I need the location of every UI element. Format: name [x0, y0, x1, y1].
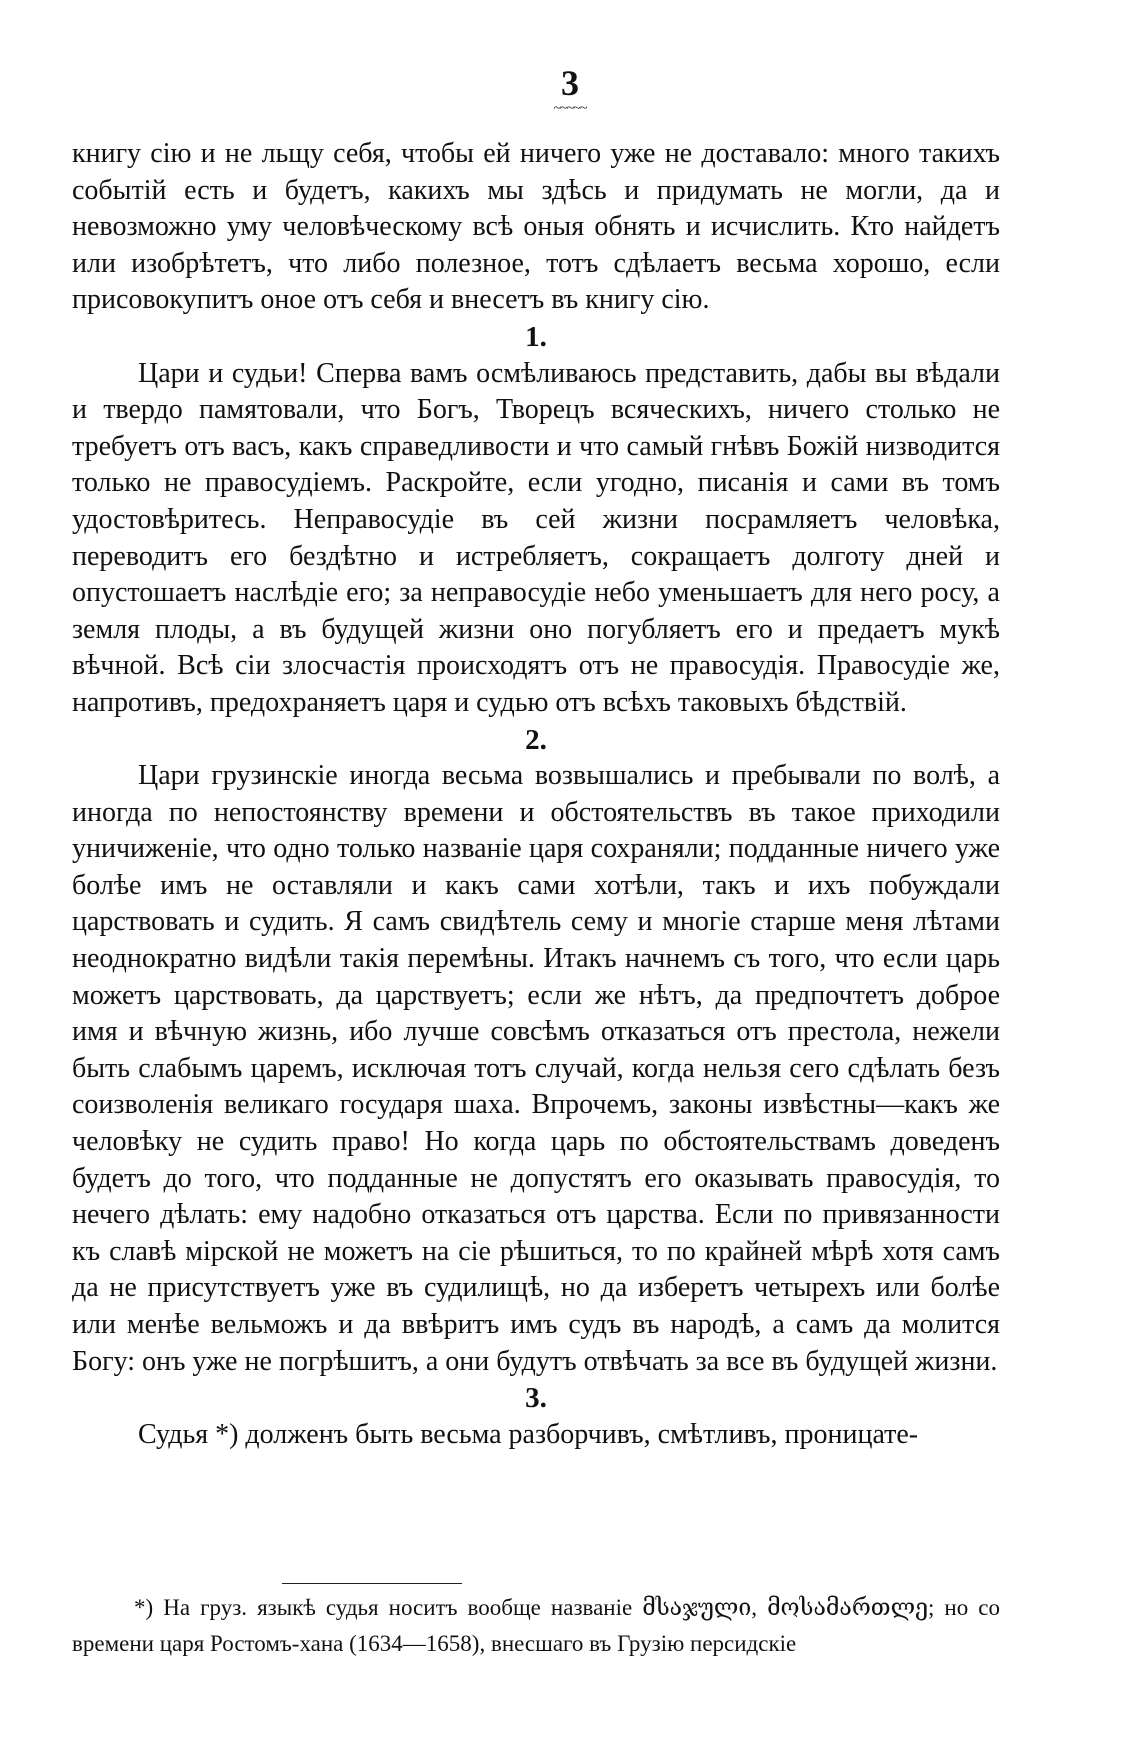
paragraph-intro: книгу сію и не льщу себя, чтобы ей ничего уже не доставало: много такихъ событій есть и будетъ, какихъ мы здѣсь и придумать не могли, да и невозможно уму человѣческому всѣ оныя обнять и исчислить. Кто найдетъ или изобрѣтетъ, что либо полезное, тотъ сдѣлаетъ весьма хорошо, если присовокупитъ оное отъ себя и внесетъ въ книгу сію. [72, 138, 1000, 316]
footnote-text: *) На груз. языкѣ судья носитъ вообще названіе მსაჯული, მოსამართლე; но со времени царя Ростомъ-хана (1634—1658), внесшаго въ Грузію персидскіе [72, 1595, 1000, 1656]
paragraph-section-3: Судья *) долженъ быть весьма разборчивъ, смѣтливъ, проницате- [138, 1418, 919, 1450]
section-number-1: 1. [525, 320, 547, 353]
section-number-3: 3. [525, 1382, 547, 1415]
section-number-2: 2. [525, 723, 547, 756]
page-number [0, 62, 1140, 114]
paragraph-section-2: Цари грузинскіе иногда весьма возвышались и пребывали по волѣ, а иногда по непостоянству времени и обстоятельствъ въ такое приходили уничиженіе, что одно только названіе царя сохраняли; подданные ничего уже болѣе имъ не оставляли и какъ сами хотѣли, такъ и ихъ побуждали царствовать и судить. Я самъ свидѣтель сему и многіе старше меня лѣтами неоднократно видѣли такія перемѣны. Итакъ начнемъ съ того, что если царь можетъ царствовать, да царствуетъ; если же нѣтъ, да предпочтетъ доброе имя и вѣчную жизнь, ибо лучше совсѣмъ отказаться отъ престола, нежели быть слабымъ царемъ, исключая тотъ случай, когда нельзя сего сдѣлать безъ соизволенія великаго государя шаха. Впрочемъ, законы извѣстны—какъ же человѣку не судить право! Но когда царь по обстоятельствамъ доведенъ будетъ до того, что подданные не допустятъ его оказывать правосудія, то нечего дѣлать: ему надобно отказаться отъ царства. Если по привязанности къ славѣ мірской не можетъ на сіе рѣшиться, то по крайней мѣрѣ хотя самъ да не присутствуетъ уже въ судилищѣ, но да изберетъ четырехъ или болѣе или менѣе вельможъ и да ввѣритъ имъ судъ въ народѣ, а самъ да молится Богу: онъ уже не погрѣшитъ, а они будутъ отвѣчать за все въ будущей жизни. [72, 760, 1000, 1377]
footnote-divider [282, 1583, 462, 1584]
paragraph-section-1: Цари и судьи! Сперва вамъ осмѣливаюсь представить, дабы вы вѣдали и твердо памятовали, что Богъ, Творецъ всяческихъ, ничего столько не требуетъ отъ васъ, какъ справедливости и что самый гнѣвъ Божій низводится только не правосудіемъ. Раскройте, если угодно, писанія и сами въ томъ удостовѣритесь. Неправосудіе въ сей жизни посрамляетъ человѣка, переводитъ его бездѣтно и истребляетъ, сокращаетъ долготу дней и опустошаетъ наслѣдіе его; за неправосудіе небо уменьшаетъ для него росу, а земля плоды, а въ будущей жизни оно погубляетъ его и предаетъ мукѣ вѣчной. Всѣ сіи злосчастія происходятъ отъ не правосудія. Правосудіе же, напротивъ, предохраняетъ царя и судью отъ всѣхъ таковыхъ бѣдствій. [72, 357, 1000, 718]
footnote [72, 1590, 1000, 1662]
page-number-ornament: ~~~~~ [553, 101, 587, 116]
body-text [72, 136, 1000, 1453]
page-number-value: 3 [561, 63, 579, 103]
